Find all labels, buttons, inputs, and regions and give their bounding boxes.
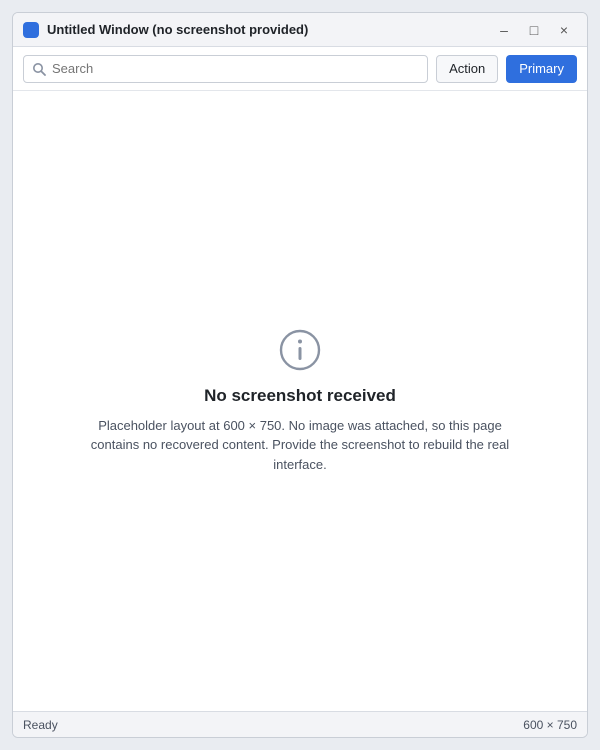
- app-icon: [23, 22, 39, 38]
- search-icon: [32, 62, 46, 76]
- notice-heading: No screenshot received: [204, 385, 396, 405]
- close-button[interactable]: ×: [559, 21, 569, 38]
- notice-body: Placeholder layout at 600 × 750. No image was attached, so this page contains no recovered content. Provide the screenshot to rebuild the real interface.: [90, 417, 510, 472]
- info-icon: [278, 328, 322, 372]
- maximize-button[interactable]: □: [529, 21, 539, 38]
- status-bar: [13, 711, 587, 737]
- search-input[interactable]: [52, 61, 419, 76]
- primary-button[interactable]: Primary: [506, 55, 577, 83]
- minimize-button[interactable]: –: [500, 21, 508, 38]
- status-dimensions: 600 × 750: [523, 717, 577, 732]
- action-button[interactable]: Action: [436, 55, 498, 83]
- toolbar: [13, 47, 587, 91]
- window-title: Untitled Window (no screenshot provided): [47, 22, 309, 37]
- title-bar: [13, 13, 587, 47]
- search-box: [23, 55, 428, 83]
- main-content: [13, 91, 587, 711]
- app-window: [12, 12, 588, 738]
- status-text: Ready: [23, 717, 58, 732]
